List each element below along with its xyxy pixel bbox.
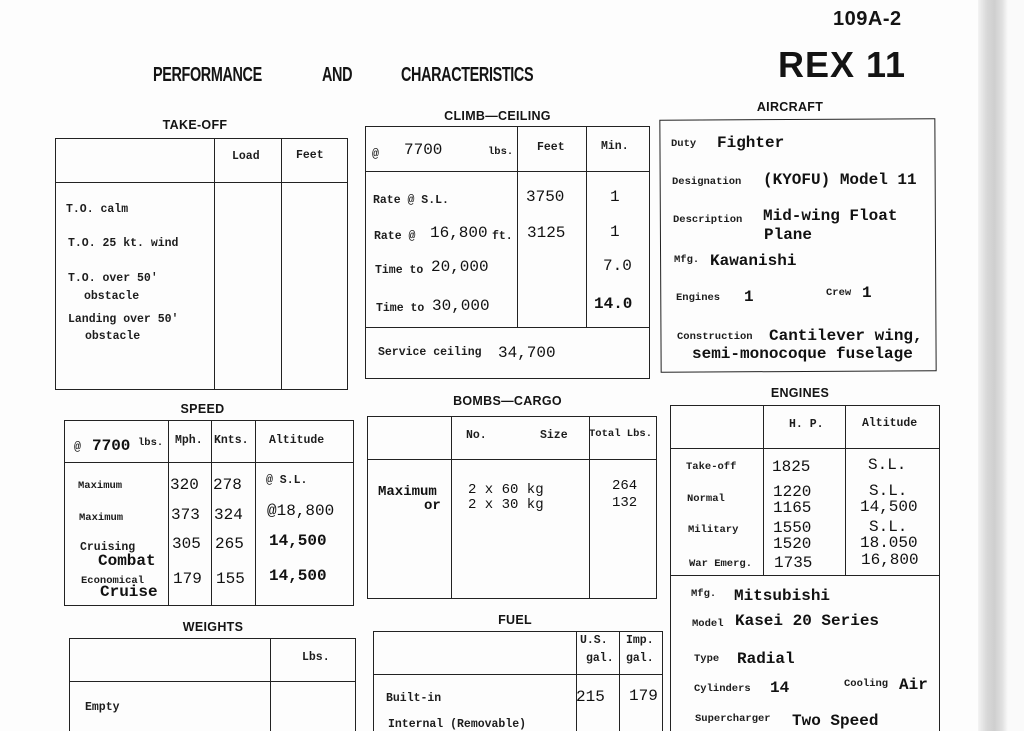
- divider: [270, 638, 271, 731]
- divider: [576, 631, 577, 731]
- column-header-imp-gal: gal.: [626, 652, 654, 665]
- engine-altitude: 14,500: [860, 498, 918, 516]
- speed-weight: 7700: [92, 437, 131, 455]
- construction-label: Construction: [677, 331, 753, 343]
- climb-min: 7.0: [603, 257, 632, 275]
- speed-altitude: @18,800: [267, 502, 335, 520]
- divider: [55, 182, 348, 183]
- weights-title: WEIGHTS: [182, 620, 244, 634]
- bomb-total: 264: [612, 478, 638, 494]
- takeoff-table-border: [55, 138, 348, 390]
- cooling-label: Cooling: [844, 678, 889, 690]
- speed-knts: 265: [215, 535, 244, 553]
- engines-value: 1: [744, 288, 754, 306]
- mfg-value: Kawanishi: [710, 252, 797, 270]
- engine-mfg-label: Mfg.: [691, 588, 717, 600]
- climb-row-suffix: ft.: [492, 230, 513, 243]
- divider: [670, 575, 940, 576]
- climb-weight-unit: lbs.: [488, 146, 514, 158]
- divider: [763, 405, 764, 575]
- engine-hp: 1165: [773, 499, 812, 517]
- takeoff-row-label-cont: obstacle: [84, 290, 140, 303]
- engine-altitude: S.L.: [869, 518, 908, 536]
- speed-knts: 155: [216, 570, 245, 588]
- divider: [281, 138, 282, 390]
- description-value: Mid-wing Float: [763, 207, 898, 225]
- cylinders-value: 14: [770, 679, 790, 697]
- column-header-imp: Imp.: [626, 634, 654, 647]
- divider: [365, 171, 650, 172]
- column-header-feet: Feet: [537, 141, 565, 154]
- divider: [64, 462, 354, 463]
- description-value-cont: Plane: [764, 226, 813, 244]
- column-header-feet: Feet: [296, 149, 324, 162]
- speed-altitude: 14,500: [269, 567, 327, 585]
- climb-min: 1: [610, 188, 620, 206]
- column-header-us-gal: gal.: [586, 652, 614, 665]
- engine-mfg-value: Mitsubishi: [734, 587, 831, 605]
- column-header-mph: Mph.: [175, 434, 203, 447]
- crew-value: 1: [862, 284, 872, 302]
- engines-title: ENGINES: [770, 386, 830, 400]
- speed-row-label: Maximum: [79, 512, 124, 524]
- takeoff-title: TAKE-OFF: [162, 118, 228, 132]
- designation-value: (KYOFU) Model 11: [763, 171, 917, 189]
- engine-type-value: Radial: [737, 650, 795, 668]
- fuel-row-label: Built-in: [386, 692, 442, 705]
- bomb-spec: 2 x 30 kg: [468, 497, 544, 513]
- climb-row-value: 16,800: [430, 224, 488, 242]
- aircraft-code-name: REX 11: [778, 44, 907, 85]
- speed-row-label: Economical: [81, 575, 145, 587]
- bomb-spec: 2 x 60 kg: [468, 482, 544, 498]
- divider: [214, 138, 215, 390]
- speed-weight-unit: lbs.: [138, 437, 164, 449]
- speed-mph: 373: [171, 506, 200, 524]
- engine-rating-label: Take-off: [686, 461, 737, 473]
- cooling-value: Air: [899, 676, 928, 694]
- speed-knts: 324: [214, 506, 243, 524]
- designation-label: Designation: [672, 176, 742, 188]
- engine-hp: 1550: [773, 519, 812, 537]
- column-header-no: No.: [466, 429, 487, 442]
- engine-rating-label: Military: [688, 524, 739, 536]
- speed-knts: 278: [213, 476, 242, 494]
- speed-altitude: @ S.L.: [266, 474, 308, 487]
- divider: [670, 448, 940, 449]
- climb-row-value: 30,000: [432, 297, 490, 315]
- column-header-min: Min.: [601, 140, 629, 153]
- description-label: Description: [673, 214, 743, 226]
- divider: [451, 416, 452, 599]
- duty-label: Duty: [671, 138, 697, 150]
- engine-altitude: 16,800: [861, 551, 919, 569]
- speed-row-label: Cruising: [80, 541, 136, 554]
- divider: [168, 420, 169, 606]
- fuel-imp-gal: 179: [629, 687, 658, 705]
- column-header-lbs: Lbs.: [302, 651, 330, 664]
- column-header-altitude: Altitude: [862, 417, 918, 430]
- crew-label: Crew: [826, 287, 852, 299]
- engine-hp: 1735: [774, 554, 813, 572]
- climb-feet: 3125: [527, 224, 566, 242]
- divider: [69, 681, 356, 682]
- takeoff-row-label: T.O. over 50': [68, 272, 158, 285]
- page-title-word-3: CHARACTERISTICS: [401, 64, 534, 86]
- supercharger-value: Two Speed: [792, 712, 879, 730]
- bomb-total: 132: [612, 495, 638, 511]
- climb-table-border: [365, 126, 650, 379]
- engine-hp: 1825: [772, 458, 811, 476]
- construction-value: Cantilever wing,: [769, 327, 923, 345]
- climb-row-label: Rate @ S.L.: [373, 194, 449, 207]
- climb-row-label: Time to: [376, 302, 425, 315]
- engine-rating-label: Normal: [687, 493, 725, 505]
- weights-row-label: Empty: [85, 701, 120, 714]
- speed-row-label: Maximum: [78, 480, 123, 492]
- page-binding-shadow: [978, 0, 1008, 731]
- bombs-row-label-or: or: [424, 498, 441, 514]
- supercharger-label: Supercharger: [695, 713, 771, 725]
- engine-type-label: Type: [694, 653, 720, 665]
- column-header-total-lbs: Total Lbs.: [589, 428, 653, 440]
- divider: [365, 327, 650, 328]
- page-title-word-1: PERFORMANCE: [153, 64, 262, 86]
- engine-rating-label: War Emerg.: [689, 558, 753, 570]
- column-header-size: Size: [540, 429, 568, 442]
- divider: [845, 405, 846, 575]
- engine-model-value: Kasei 20 Series: [735, 612, 880, 630]
- speed-altitude: 14,500: [269, 532, 327, 550]
- column-header-load: Load: [232, 150, 260, 163]
- fuel-title: FUEL: [498, 613, 532, 627]
- climb-min: 1: [610, 223, 620, 241]
- takeoff-row-label: T.O. 25 kt. wind: [68, 237, 179, 250]
- divider: [586, 126, 587, 327]
- bombs-row-label: Maximum: [378, 484, 437, 500]
- speed-title: SPEED: [180, 402, 225, 416]
- column-header-us: U.S.: [580, 634, 608, 647]
- service-ceiling-value: 34,700: [498, 344, 556, 362]
- engine-altitude: S.L.: [868, 456, 907, 474]
- divider: [367, 459, 657, 460]
- cylinders-label: Cylinders: [694, 683, 751, 695]
- at-symbol: @: [74, 441, 81, 454]
- divider: [619, 631, 620, 731]
- page-edge: [1008, 0, 1024, 731]
- fuel-row-label: Internal (Removable): [388, 718, 527, 731]
- engines-label: Engines: [676, 292, 721, 304]
- climb-weight: 7700: [404, 141, 443, 159]
- climb-row-label: Rate @: [374, 230, 416, 243]
- climb-feet: 3750: [526, 188, 565, 206]
- column-header-altitude: Altitude: [269, 434, 325, 447]
- divider: [255, 420, 256, 606]
- speed-mph: 305: [172, 535, 201, 553]
- divider: [589, 416, 590, 599]
- page-title-word-2: AND: [322, 64, 353, 86]
- engine-model-label: Model: [692, 618, 724, 630]
- speed-row-label-cont: Cruise: [100, 583, 158, 601]
- aircraft-title: AIRCRAFT: [756, 100, 824, 114]
- speed-row-label-cont: Combat: [98, 552, 156, 570]
- takeoff-row-label: T.O. calm: [66, 203, 129, 216]
- climb-row-value: 20,000: [431, 258, 489, 276]
- divider: [517, 126, 518, 327]
- document-number: 109A-2: [833, 8, 902, 30]
- climb-row-label: Time to: [375, 264, 424, 277]
- mfg-label: Mfg.: [674, 254, 700, 266]
- engine-altitude: S.L.: [869, 482, 908, 500]
- engine-altitude: 18.050: [860, 534, 918, 552]
- takeoff-row-label: Landing over 50': [68, 313, 179, 326]
- column-header-knts: Knts.: [214, 434, 249, 447]
- duty-value: Fighter: [717, 134, 785, 152]
- service-ceiling-label: Service ceiling: [378, 346, 482, 359]
- climb-min: 14.0: [594, 295, 633, 313]
- engine-hp: 1520: [773, 535, 812, 553]
- at-symbol: @: [372, 148, 379, 161]
- engine-hp: 1220: [773, 483, 812, 501]
- construction-value-cont: semi-monocoque fuselage: [692, 345, 913, 363]
- climb-title: CLIMB—CEILING: [444, 109, 551, 123]
- takeoff-row-label-cont: obstacle: [85, 330, 141, 343]
- speed-mph: 320: [170, 476, 199, 494]
- speed-mph: 179: [173, 570, 202, 588]
- column-header-hp: H. P.: [789, 418, 824, 431]
- fuel-us-gal: 215: [576, 688, 605, 706]
- bombs-title: BOMBS—CARGO: [453, 394, 562, 408]
- divider: [211, 420, 212, 606]
